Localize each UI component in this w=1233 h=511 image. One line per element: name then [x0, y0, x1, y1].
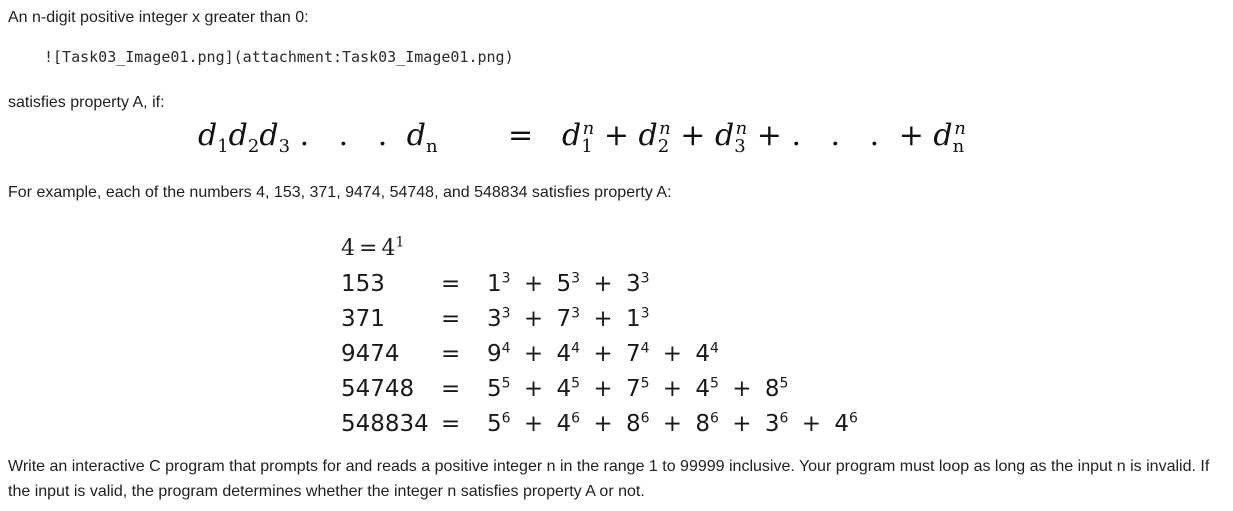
example-number: 548834: [341, 410, 429, 437]
property-a-formula: [0, 112, 1233, 164]
plus-sign: +: [655, 340, 690, 367]
example-equals: =: [441, 270, 461, 297]
power-term: $3^6$: [764, 410, 789, 437]
plus-sign: +: [516, 270, 551, 297]
example-row: [341, 366, 858, 401]
power-term: $3^3$: [487, 305, 511, 332]
satisfies-text: satisfies property A, if:: [8, 94, 165, 111]
plus-sign: +: [586, 305, 620, 332]
plus-sign: +: [724, 410, 759, 437]
example-row: [341, 261, 858, 296]
example-number: 4: [341, 236, 355, 262]
example-row: [341, 226, 858, 261]
plus-sign: +: [586, 340, 620, 367]
example-equals: =: [441, 375, 461, 402]
plus-sign: +: [586, 270, 620, 297]
power-term: $8^5$: [764, 375, 789, 402]
plus-sign: +: [516, 375, 551, 402]
example-intro-text: For example, each of the numbers 4, 153, 371, 9474, 54748, and 548834 satisfies property A:: [8, 184, 672, 201]
plus-sign: +: [724, 375, 759, 402]
power-term: $4^4$: [556, 340, 581, 367]
power-term: $7^3$: [556, 305, 581, 332]
example-equals: =: [441, 305, 461, 332]
image-markdown-code: ![Task03_Image01.png](attachment:Task03_Image01.png): [44, 48, 514, 66]
power-term: $4^6$: [834, 410, 858, 437]
example-number: 9474: [341, 340, 400, 367]
formula-rhs: $d_1^n + d_2^n + d_3^n$ + . . . + $d_n^n$: [562, 118, 966, 157]
power-term: $5^5$: [487, 375, 511, 402]
power-term: $7^4$: [625, 340, 650, 367]
power-term: $5^3$: [556, 270, 581, 297]
power-term: $4^5$: [695, 375, 719, 402]
formula-equals: =: [508, 118, 534, 153]
example-row: [341, 331, 858, 366]
power-term: $4^5$: [556, 375, 581, 402]
example-equals: =: [359, 236, 378, 262]
plus-sign: +: [516, 305, 551, 332]
plus-sign: +: [794, 410, 829, 437]
plus-sign: +: [516, 410, 551, 437]
example-number: 54748: [341, 375, 415, 402]
plus-sign: +: [586, 410, 620, 437]
task-description: Write an interactive C program that prompts for and reads a positive integer n in the range 1 to 99999 inclusive. Your program must loop as long as the input n is invalid. If the input is valid, the program determines whether the integer n satisfies property A or not.: [8, 458, 1210, 500]
power-term: $4^1$: [381, 235, 405, 262]
plus-sign: +: [586, 375, 620, 402]
power-term: $3^3$: [625, 270, 650, 297]
power-term: $8^6$: [625, 410, 650, 437]
power-term: $8^6$: [695, 410, 719, 437]
power-term: $7^5$: [625, 375, 650, 402]
power-term: $4^6$: [556, 410, 581, 437]
plus-sign: +: [655, 410, 690, 437]
examples-list: [341, 226, 858, 436]
power-term: $1^3$: [487, 270, 511, 297]
power-term: $4^4$: [695, 340, 719, 367]
plus-sign: +: [655, 375, 690, 402]
power-term: $9^4$: [487, 340, 511, 367]
example-row: [341, 296, 858, 331]
example-number: 153: [341, 270, 385, 297]
power-term: $1^3$: [625, 305, 650, 332]
example-number: 371: [341, 305, 385, 332]
plus-sign: +: [516, 340, 551, 367]
example-equals: =: [441, 410, 461, 437]
intro-text: An n-digit positive integer x greater than 0:: [8, 9, 309, 26]
formula-lhs: $d_1d_2d_3$ . . . $d_n$: [198, 118, 438, 157]
example-row: [341, 401, 858, 436]
example-equals: =: [441, 340, 461, 367]
power-term: $5^6$: [487, 410, 511, 437]
